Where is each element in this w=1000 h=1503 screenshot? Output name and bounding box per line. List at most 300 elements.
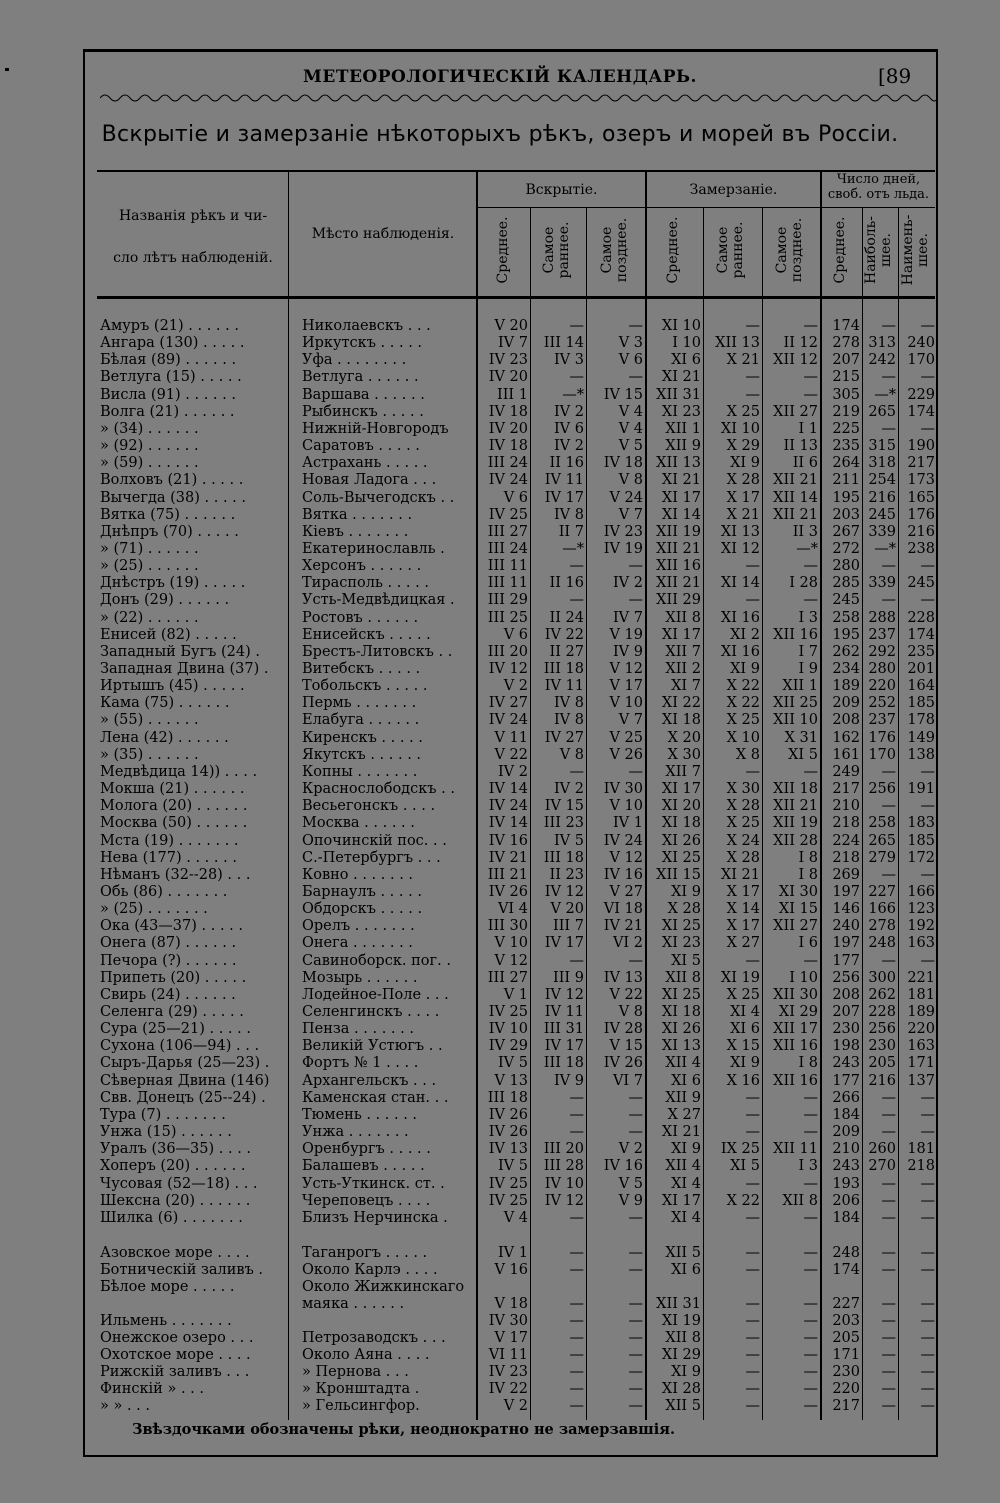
cell-open-latest: IV 23	[603, 523, 643, 540]
cell-river: Мста (19) . . . . . . .	[100, 832, 239, 849]
cell-freeze-latest: XII 10	[773, 712, 818, 729]
cell-open-earliest: III 7	[552, 918, 584, 935]
cell-days-least: 181	[907, 986, 935, 1003]
cell-open-latest: —	[628, 1124, 643, 1141]
cell-freeze-earliest: X 25	[726, 986, 760, 1003]
cell-days-most: 278	[868, 918, 896, 935]
cell-days-least: —	[920, 1192, 935, 1209]
cell-days-average: 195	[832, 489, 860, 506]
cell-open-latest: IV 19	[603, 540, 643, 557]
cell-freeze-average: XI 22	[661, 695, 701, 712]
table-row	[0, 438, 1000, 455]
cell-freeze-earliest: —	[745, 1381, 760, 1397]
cell-days-most: —	[881, 1192, 896, 1209]
cell-days-average: 230	[832, 1364, 860, 1380]
cell-river: Финскій » . . .	[100, 1381, 204, 1397]
header-days-line1: Число дней,	[836, 172, 921, 187]
cell-open-earliest: IV 12	[544, 1192, 584, 1209]
running-title: МЕТЕОРОЛОГИЧЕСКІЙ КАЛЕНДАРЬ.	[303, 67, 697, 87]
cell-open-average: IV 2	[497, 763, 528, 780]
cell-open-latest: —	[628, 558, 643, 575]
cell-days-least: 183	[907, 815, 935, 832]
cell-days-most: —	[881, 369, 896, 386]
cell-open-latest: V 25	[609, 729, 643, 746]
cell-days-least: —	[920, 866, 935, 883]
table-row	[0, 695, 1000, 712]
cell-days-most: —	[881, 1313, 896, 1329]
cell-freeze-latest: I 8	[798, 1055, 818, 1072]
cell-freeze-average: X 27	[667, 1106, 701, 1123]
cell-open-average: III 20	[487, 643, 528, 660]
cell-open-earliest: IV 22	[544, 626, 584, 643]
cell-days-least: 173	[907, 472, 935, 489]
cell-days-average: 227	[832, 1296, 860, 1312]
cell-days-average: 203	[832, 506, 860, 523]
cell-river: Ботническій заливъ .	[100, 1262, 264, 1278]
cell-days-least: —	[920, 1296, 935, 1312]
cell-open-earliest: —*	[562, 386, 584, 403]
cell-freeze-latest: XII 12	[773, 352, 818, 369]
cell-days-most: 170	[868, 746, 896, 763]
cell-days-most: —	[881, 1245, 896, 1261]
cell-freeze-earliest: X 30	[726, 781, 760, 798]
cell-days-most: —	[881, 866, 896, 883]
cell-open-earliest: IV 6	[553, 420, 584, 437]
cell-river: Иртышъ (45) . . . . .	[100, 678, 245, 695]
cell-days-average: 220	[832, 1381, 860, 1397]
cell-days-most: 265	[868, 832, 896, 849]
cell-freeze-earliest: —	[745, 318, 760, 334]
cell-place: Енисейскъ . . . . .	[302, 626, 431, 643]
cell-freeze-average: XI 6	[671, 1072, 701, 1089]
cell-freeze-latest: XII 21	[773, 472, 818, 489]
cell-open-latest: —	[628, 369, 643, 386]
cell-river: Тура (7) . . . . . . .	[100, 1106, 226, 1123]
cell-river: Мокша (21) . . . . . .	[100, 781, 245, 798]
cell-freeze-latest: XII 21	[773, 506, 818, 523]
cell-days-most: —	[881, 558, 896, 575]
cell-open-earliest: —	[569, 1262, 584, 1278]
cell-open-latest: V 12	[609, 849, 643, 866]
cell-open-earliest: IV 8	[553, 695, 584, 712]
cell-river: Вычегда (38) . . . . .	[100, 489, 246, 506]
cell-open-average: V 1	[503, 986, 528, 1003]
cell-days-most: 292	[868, 643, 896, 660]
cell-freeze-earliest: —	[745, 386, 760, 403]
cell-days-most: 288	[868, 609, 896, 626]
cell-freeze-average: XI 19	[661, 1313, 701, 1329]
cell-days-most: 237	[868, 712, 896, 729]
cell-river: Ока (43—37) . . . . .	[100, 918, 244, 935]
cell-days-most: 216	[868, 489, 896, 506]
cell-days-least: 163	[907, 1038, 935, 1055]
cell-open-earliest: —	[569, 1124, 584, 1141]
cell-river: Днѣстръ (19) . . . . .	[100, 575, 246, 592]
table-row	[0, 318, 1000, 335]
cell-days-average: 208	[832, 986, 860, 1003]
cell-freeze-earliest: X 16	[726, 1072, 760, 1089]
cell-freeze-latest: XII 1	[782, 678, 818, 695]
cell-open-average: III 24	[487, 455, 528, 472]
cell-freeze-earliest: XI 5	[730, 1158, 760, 1175]
cell-place: Нижній-Новгородъ	[302, 420, 449, 437]
cell-freeze-earliest: X 22	[726, 695, 760, 712]
footnote: Звѣздочками обозначены рѣки, неоднократно не замерзавшія.	[132, 1421, 676, 1438]
table-row	[0, 987, 1000, 1004]
cell-days-least: —	[920, 952, 935, 969]
cell-open-latest: V 12	[609, 661, 643, 677]
cell-freeze-average: XI 9	[671, 1141, 701, 1158]
cell-days-average: 209	[832, 1124, 860, 1141]
cell-days-most: 237	[868, 626, 896, 643]
cell-open-average: IV 14	[488, 781, 528, 798]
cell-river: Кама (75) . . . . . .	[100, 695, 230, 712]
cell-place: Около Жижкинскаго	[302, 1279, 465, 1295]
sea-row	[0, 1330, 1000, 1347]
cell-days-most: 262	[868, 986, 896, 1003]
cell-open-average: V 2	[503, 1398, 528, 1414]
cell-days-average: 198	[832, 1038, 860, 1055]
cell-days-average: 272	[832, 540, 860, 557]
cell-river: Унжа (15) . . . . . .	[100, 1124, 232, 1141]
cell-place: Фортъ № 1 . . . .	[302, 1055, 419, 1072]
cell-open-earliest: III 18	[543, 661, 584, 677]
table-row	[0, 1055, 1000, 1072]
cell-freeze-latest: —	[803, 1313, 818, 1329]
cell-freeze-latest: —	[803, 763, 818, 780]
table-row	[0, 833, 1000, 850]
cell-place: Усть-Медвѣдицкая .	[302, 592, 455, 609]
cell-open-earliest: IV 9	[553, 1072, 584, 1089]
cell-open-earliest: IV 11	[544, 1004, 584, 1020]
cell-freeze-average: XI 18	[661, 1004, 701, 1020]
cell-freeze-latest: —*	[796, 540, 818, 557]
cell-freeze-average: XI 20	[661, 798, 701, 815]
cell-freeze-average: XI 17	[661, 489, 701, 506]
cell-freeze-average: X 28	[667, 901, 701, 918]
cell-freeze-earliest: X 8	[735, 746, 760, 763]
cell-river: » (92) . . . . . .	[100, 438, 199, 455]
cell-place: Каменская стан. . .	[302, 1089, 449, 1106]
cell-river: Свв. Донецъ (25--24) .	[100, 1089, 266, 1106]
cell-open-average: IV 24	[488, 472, 528, 489]
cell-open-earliest: —	[569, 1381, 584, 1397]
cell-freeze-latest: XII 11	[773, 1141, 818, 1158]
cell-freeze-latest: I 10	[789, 969, 818, 986]
cell-open-average: V 4	[503, 1209, 528, 1226]
cell-place: Новая Ладога . . .	[302, 472, 437, 489]
cell-days-most: 300	[868, 969, 896, 986]
cell-open-average: IV 5	[497, 1158, 528, 1175]
cell-days-most: —	[881, 1381, 896, 1397]
cell-days-most: 280	[868, 661, 896, 677]
cell-days-average: 240	[832, 918, 860, 935]
cell-freeze-average: XI 14	[661, 506, 701, 523]
cell-days-average: 217	[832, 781, 860, 798]
table-row	[0, 953, 1000, 970]
cell-freeze-average: XII 1	[665, 420, 701, 437]
cell-river: Волховъ (21) . . . . .	[100, 472, 244, 489]
cell-days-most: 242	[868, 352, 896, 369]
cell-open-latest: V 6	[618, 352, 643, 369]
cell-river: Медвѣдица 14)) . . . .	[100, 763, 258, 780]
cell-open-average: III 29	[487, 592, 528, 609]
cell-freeze-earliest: X 25	[726, 815, 760, 832]
cell-days-average: 230	[832, 1021, 860, 1038]
cell-freeze-earliest: X 29	[726, 438, 760, 455]
cell-open-latest: V 5	[618, 438, 643, 455]
cell-place: Екатеринославль .	[302, 540, 445, 557]
cell-days-least: 185	[907, 695, 935, 712]
cell-open-earliest: —	[569, 1209, 584, 1226]
cell-place: Лодейное-Поле . . .	[302, 986, 449, 1003]
cell-days-most: —	[881, 1175, 896, 1192]
cell-open-average: IV 18	[488, 438, 528, 455]
cell-days-average: 278	[832, 335, 860, 352]
cell-freeze-earliest: X 21	[726, 506, 760, 523]
table-row	[0, 678, 1000, 695]
cell-open-earliest: —	[569, 318, 584, 334]
cell-days-most: 252	[868, 695, 896, 712]
cell-freeze-average: XI 6	[671, 352, 701, 369]
cell-freeze-latest: XII 8	[782, 1192, 818, 1209]
cell-freeze-earliest: XI 9	[730, 455, 760, 472]
header-river-line1: Названія рѣкъ и чи-	[118, 208, 268, 224]
cell-river: Онежское озеро . . .	[100, 1330, 254, 1346]
cell-freeze-average: XI 21	[661, 1124, 701, 1141]
cell-freeze-earliest: —	[745, 1313, 760, 1329]
cell-days-least: 137	[907, 1072, 935, 1089]
cell-freeze-earliest: XI 4	[730, 1004, 760, 1020]
cell-freeze-average: XI 13	[661, 1038, 701, 1055]
cell-place: Варшава . . . . . .	[302, 386, 425, 403]
cell-days-average: 195	[832, 626, 860, 643]
cell-freeze-latest: —	[803, 1347, 818, 1363]
cell-open-average: IV 25	[488, 1175, 528, 1192]
cell-days-least: —	[920, 1313, 935, 1329]
cell-open-earliest: V 20	[550, 901, 584, 918]
cell-days-least: 220	[907, 1021, 935, 1038]
cell-place: Пермь . . . . . . .	[302, 695, 417, 712]
cell-days-least: 181	[907, 1141, 935, 1158]
cell-river: Уралъ (36—35) . . . .	[100, 1141, 252, 1158]
table-row	[0, 1176, 1000, 1193]
cell-days-least: 216	[907, 523, 935, 540]
cell-days-average: 193	[832, 1175, 860, 1192]
cell-days-most: 245	[868, 506, 896, 523]
cell-open-earliest: III 28	[543, 1158, 584, 1175]
cell-river: Рижскій заливъ . . .	[100, 1364, 250, 1380]
cell-freeze-earliest: XI 2	[730, 626, 760, 643]
cell-open-latest: IV 9	[612, 643, 643, 660]
cell-open-average: IV 5	[497, 1055, 528, 1072]
table-row	[0, 352, 1000, 369]
cell-open-latest: V 27	[609, 883, 643, 900]
cell-open-latest: —	[628, 1296, 643, 1312]
cell-open-average: V 22	[494, 746, 528, 763]
cell-place: Череповецъ . . . .	[302, 1192, 431, 1209]
cell-place: Саратовъ . . . . .	[302, 438, 420, 455]
table-row	[0, 1193, 1000, 1210]
cell-days-average: 205	[832, 1330, 860, 1346]
sea-row	[0, 1347, 1000, 1364]
table-row	[0, 867, 1000, 884]
cell-freeze-earliest: —	[745, 1089, 760, 1106]
cell-freeze-earliest: —	[745, 952, 760, 969]
cell-river: Сухона (106—94) . . .	[100, 1038, 260, 1055]
cell-freeze-average: XI 5	[671, 952, 701, 969]
cell-days-average: 218	[832, 815, 860, 832]
cell-open-average: IV 16	[488, 832, 528, 849]
cell-freeze-latest: I 8	[798, 866, 818, 883]
header-river-line2: сло лѣтъ наблюденій.	[113, 250, 273, 266]
table-row	[0, 918, 1000, 935]
cell-freeze-average: XII 8	[665, 969, 701, 986]
cell-open-average: IV 23	[488, 1364, 528, 1380]
cell-open-earliest: II 27	[549, 643, 584, 660]
cell-freeze-average: XII 8	[665, 609, 701, 626]
cell-place: Рыбинскъ . . . . .	[302, 403, 424, 420]
cell-freeze-latest: XII 19	[773, 815, 818, 832]
cell-freeze-earliest: X 22	[726, 1192, 760, 1209]
table-row	[0, 455, 1000, 472]
cell-open-latest: —	[628, 763, 643, 780]
cell-open-average: IV 30	[488, 1313, 528, 1329]
header-days-most: Наиболь- шее.	[863, 216, 894, 284]
cell-days-most: —	[881, 1398, 896, 1414]
cell-freeze-latest: —	[803, 1175, 818, 1192]
cell-river: » (35) . . . . . .	[100, 746, 199, 763]
cell-days-average: 267	[832, 523, 860, 540]
table-row	[0, 387, 1000, 404]
cell-river: » (22) . . . . . .	[100, 609, 199, 626]
cell-place: Обдорскъ . . . . .	[302, 901, 423, 918]
table-row	[0, 1210, 1000, 1227]
cell-freeze-latest: X 31	[784, 729, 818, 746]
cell-open-average: VI 4	[497, 901, 528, 918]
cell-days-most: —	[881, 1089, 896, 1106]
cell-open-latest: V 24	[609, 489, 643, 506]
cell-open-latest: V 3	[618, 335, 643, 352]
cell-freeze-earliest: —	[745, 1364, 760, 1380]
cell-river: Охотское море . . . .	[100, 1347, 251, 1363]
cell-freeze-average: XI 23	[661, 403, 701, 420]
cell-open-earliest: II 23	[549, 866, 584, 883]
cell-open-average: V 11	[494, 729, 528, 746]
table-row	[0, 541, 1000, 558]
cell-open-latest: V 17	[609, 678, 643, 695]
cell-freeze-earliest: —	[745, 1124, 760, 1141]
header-freeze-earliest: Самое раннее.	[715, 221, 746, 279]
cell-open-latest: IV 18	[603, 455, 643, 472]
cell-freeze-latest: II 13	[783, 438, 818, 455]
cell-open-earliest: IV 15	[544, 798, 584, 815]
cell-river: Бѣлое море . . . . .	[100, 1279, 235, 1295]
cell-freeze-average: XI 23	[661, 935, 701, 952]
cell-open-latest: V 22	[609, 986, 643, 1003]
cell-days-least: —	[920, 1330, 935, 1346]
cell-place: Кіевъ . . . . . . .	[302, 523, 409, 540]
cell-open-latest: IV 15	[603, 386, 643, 403]
cell-open-latest: —	[628, 1330, 643, 1346]
cell-days-least: 245	[907, 575, 935, 592]
cell-open-latest: —	[628, 1364, 643, 1380]
table-row	[0, 884, 1000, 901]
cell-open-average: IV 22	[488, 1381, 528, 1397]
cell-days-average: 211	[832, 472, 860, 489]
cell-river: Ангара (130) . . . . .	[100, 335, 245, 352]
sea-row	[0, 1279, 1000, 1296]
table-row	[0, 490, 1000, 507]
cell-open-average: IV 20	[488, 420, 528, 437]
cell-days-least: 123	[907, 901, 935, 918]
cell-river: Печора (?) . . . . . .	[100, 952, 237, 969]
cell-freeze-latest: XII 14	[773, 489, 818, 506]
table-row	[0, 730, 1000, 747]
cell-open-average: VI 11	[488, 1347, 528, 1363]
cell-days-most: —	[881, 318, 896, 334]
cell-days-least: 166	[907, 883, 935, 900]
cell-open-latest: V 10	[609, 695, 643, 712]
cell-open-latest: V 2	[618, 1141, 643, 1158]
cell-freeze-latest: XII 30	[773, 986, 818, 1003]
cell-days-average: 146	[832, 901, 860, 918]
cell-place: » Кронштадта .	[302, 1381, 420, 1397]
cell-place: » Гельсингфор.	[302, 1398, 420, 1414]
cell-place: Таганрогъ . . . . .	[302, 1245, 428, 1261]
cell-days-average: 305	[832, 386, 860, 403]
cell-freeze-earliest: X 28	[726, 472, 760, 489]
cell-open-earliest: III 14	[543, 335, 584, 352]
cell-open-average: IV 25	[488, 1192, 528, 1209]
cell-freeze-earliest: XI 21	[720, 866, 760, 883]
cell-days-average: 177	[832, 952, 860, 969]
cell-freeze-average: XI 9	[671, 883, 701, 900]
table-row	[0, 764, 1000, 781]
cell-freeze-earliest: XII 13	[715, 335, 760, 352]
cell-freeze-latest: XII 16	[773, 626, 818, 643]
cell-open-latest: —	[628, 1313, 643, 1329]
header-top-rule	[97, 170, 935, 172]
cell-place: Тирасполь . . . . .	[302, 575, 429, 592]
cell-open-average: III 24	[487, 540, 528, 557]
cell-freeze-latest: II 3	[792, 523, 818, 540]
cell-days-average: 197	[832, 883, 860, 900]
cell-days-least: 170	[907, 352, 935, 369]
cell-freeze-average: XII 9	[665, 1089, 701, 1106]
cell-days-least: —	[920, 1245, 935, 1261]
cell-place: Николаевскъ . . .	[302, 318, 431, 334]
cell-days-average: 208	[832, 712, 860, 729]
sea-row	[0, 1381, 1000, 1398]
cell-freeze-average: XII 31	[656, 386, 701, 403]
cell-freeze-latest: XI 15	[778, 901, 818, 918]
cell-freeze-earliest: XI 16	[720, 643, 760, 660]
header-open-earliest: Самое раннее.	[541, 221, 572, 279]
cell-open-earliest: —	[569, 1245, 584, 1261]
cell-days-least: —	[920, 420, 935, 437]
cell-days-most: 205	[868, 1055, 896, 1072]
cell-freeze-earliest: —	[745, 369, 760, 386]
cell-days-most: 279	[868, 849, 896, 866]
cell-days-least: 229	[907, 386, 935, 403]
cell-river: » (25) . . . . . . .	[100, 901, 208, 918]
header-bottom-rule	[97, 296, 935, 299]
cell-freeze-earliest: X 27	[726, 935, 760, 952]
cell-freeze-latest: I 7	[798, 643, 818, 660]
cell-river: Обь (86) . . . . . . .	[100, 883, 228, 900]
cell-freeze-latest: —	[803, 1124, 818, 1141]
